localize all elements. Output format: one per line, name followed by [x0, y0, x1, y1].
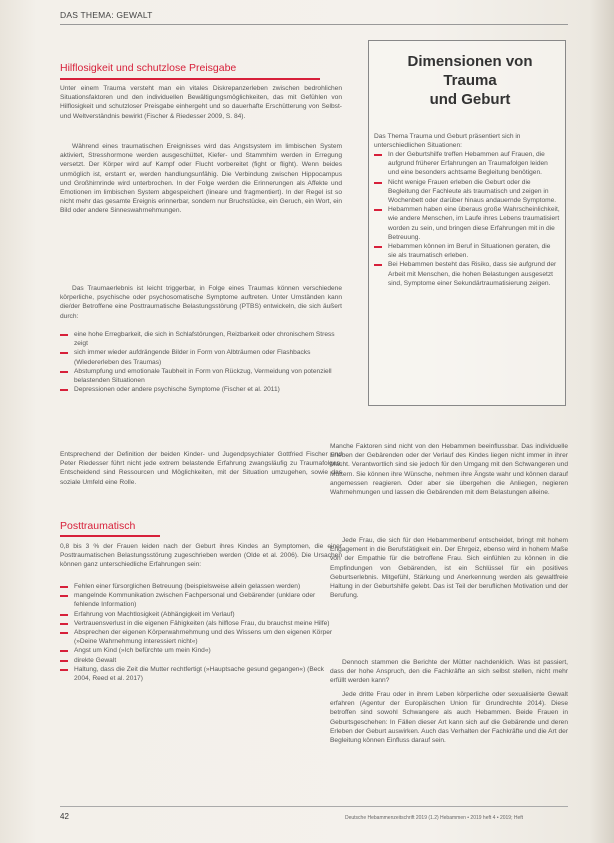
paragraph-faktoren: Manche Faktoren sind nicht von den Hebammen beeinflussbar. Das individuelle Erleben der Gebärenden oder der Verlauf des Kindes liegen nicht immer in ihrer Macht. Verantwortlich sind sie jedoch für den Umgang mit den Schwangeren und Müttern. Sie können ihre Wünsche, nehmen ihre Ängste wahr und können darauf angemessen reagieren. Oder aber sie übergehen die Anliegen, negieren Wahrnehmungen und lassen die Gebärenden mit dem Belastungen alleine.: [330, 443, 568, 497]
list-item: Fehlen einer fürsorglichen Betreuung (beispielsweise allein gelassen werden): [60, 582, 342, 591]
list-item: Angst um Kind (»Ich befürchte um mein Kind«): [60, 646, 342, 655]
page-number: 42: [60, 812, 69, 821]
list-item: Nicht wenige Frauen erleben die Geburt oder die Begleitung der Fachleute als traumatisch und zeigen in Wochenbett oder darüber hinaus andauernde Symptome.: [374, 178, 560, 206]
paragraph-jede-dritte: Jede dritte Frau oder in ihrem Leben körperliche oder sexualisierte Gewalt erfahren (Agentur der Europäischen Union für Grundrechte 2014). Diese betroffen sind sowohl Schwangere als auch Hebammen. Beide Frauen in Geburtsgeschehen: In Fällen dieser Art kann sich auf die Gebärende und deren Erleben der Geburt auswirken. Auch das Verhalten der Fachkräfte und die Art der Begleitung können Einfluss darauf sein.: [330, 691, 568, 745]
list-item: mangelnde Kommunikation zwischen Fachpersonal und Gebärender (unklare oder fehlende Information): [60, 591, 342, 609]
box-title-line: und Geburt: [429, 91, 511, 108]
heading-rule: [60, 78, 320, 80]
section-label: DAS THEMA: GEWALT: [60, 10, 153, 20]
list-item: Hebammen können im Beruf in Situationen geraten, die sie als traumatisch erleben.: [374, 242, 560, 260]
box-list: [374, 150, 560, 288]
box-title: [388, 52, 552, 109]
paragraph-berichte: Dennoch stammen die Berichte der Mütter nachdenklich. Was ist passiert, dass der hohe Anspruch, den die Fachkräfte an sich selbst stellen, nicht mehr erfüllt werden kann?: [330, 659, 568, 685]
paragraph-prozent: 0,8 bis 3 % der Frauen leiden nach der Geburt ihres Kindes an Symptomen, die einer Posttraumatischen Belastungsstörung zugeschrieben werden (Olde et al. 2006). Die Ursachen können ganz unterschiedliche Erfahrungen sein:: [60, 543, 342, 569]
list-item: Bei Hebammen besteht das Risiko, dass sie aufgrund der Arbeit mit Menschen, die hohen Belastungen ausgesetzt sind, Symptome einer Sekundärtraumatisierung zeigen.: [374, 260, 560, 288]
heading-posttraumatisch: Posttraumatisch: [60, 520, 136, 532]
footer-rule: [60, 806, 568, 807]
paragraph-angstsystem: Während eines traumatischen Ereignisses wird das Angstsystem im limbischen System aktiviert, Stresshormone werden ausgeschüttet, Kiefer- und Stammhirn werden in Erregung versetzt. Der Körper wird auf Kampf oder Flucht vorbereitet (fight or flight). Wenn beides unmöglich ist, erstarrt er, werden handlungsunfähig. Die Verbindung zwischen Hippocampus und Großhirnrinde wird unterbrochen. In der Folge werden die Erinnerungen als Affekte und Emotionen im limbischen System abgespeichert (lineare und fragmentiert). In der Regel ist so nicht mehr das gesamte Ereignis erinnerbar, sondern nur Bruchstücke, ein Geruch, ein Wort, ein Bild oder andere Sinneswahrnehmungen.: [60, 143, 342, 215]
list-item: Absprechen der eigenen Körperwahrnehmung und des Wissens um den eigenen Körper (»Deine Wahrnehmung interessiert nicht«): [60, 628, 342, 646]
list-item: In der Geburtshilfe treffen Hebammen auf Frauen, die aufgrund früherer Erfahrungen an Traumafolgen leiden und eine besonders achtsame Begleitung benötigen.: [374, 150, 560, 178]
list-item: sich immer wieder aufdrängende Bilder in Form von Albträumen oder Flashbacks (Wiedererleben des Traumas): [60, 348, 342, 366]
header-rule: [60, 24, 568, 25]
ptbs-symptom-list: [60, 330, 342, 394]
footer-source: Deutsche Hebammenzeitschrift 2019 (1.2) Hebammen • 2019 heft 4 • 2019; Heft: [345, 815, 524, 821]
list-item: Vertrauensverlust in die eigenen Fähigkeiten (als hilflose Frau, du brauchst meine Hilfe): [60, 619, 342, 628]
list-item: Depressionen oder andere psychische Symptome (Fischer et al. 2011): [60, 385, 342, 394]
heading-hilflosigkeit: Hilflosigkeit und schutzlose Preisgabe: [60, 62, 237, 74]
paragraph-engagement: Jede Frau, die sich für den Hebammenberuf entscheidet, bringt mit hohem Engagement in die Berufstätigkeit ein. Der Ehrgeiz, ebenso wird in hohem Maße von der Empathie für die betroffene Frau. Sich einfühlen zu können in die Empfindungen von Gebärenden, ist ein Schlüssel für ein positives Geburtserlebnis. Mitgefühl, Stärkung und Anerkennung werden als gewaltfreie Haltung in der Geburtshilfe gelebt. Das ist Teil der beruflichen Motivation und der Berufung.: [330, 537, 568, 600]
box-title-line: Trauma: [443, 72, 497, 89]
list-item: Erfahrung von Machtlosigkeit (Abhängigkeit im Verlauf): [60, 610, 342, 619]
list-item: Hebammen haben eine überaus große Wahrscheinlichkeit, wie andere Menschen, im Laufe ihres Lebens traumatisiert worden zu sein, und bringen diese Erfahrungen mit in die Betreuung.: [374, 205, 560, 242]
list-item: eine hohe Erregbarkeit, die sich in Schlafstörungen, Reizbarkeit oder chronischem Stress zeigt: [60, 330, 342, 348]
box-intro: Das Thema Trauma und Geburt präsentiert sich in unterschiedlichen Situationen:: [374, 133, 521, 150]
list-item: direkte Gewalt: [60, 656, 342, 665]
list-item: Haltung, dass die Zeit die Mutter rechtfertigt (»Hauptsache gesund gegangen«) (Beck 2004, Reed et al. 2017): [60, 665, 342, 683]
ursachen-list: [60, 582, 342, 683]
paragraph-ressourcen: Entsprechend der Definition der beiden Kinder- und Jugendpsychiater Gottfried Fischer und Peter Riedesser führt nicht jede extrem belastende Erfahrung zwangsläufig zu Traumafolgen. Entscheidend sind Ressourcen und Möglichkeiten, mit der Situation umzugehen, sowie das soziale Umfeld eine Rolle.: [60, 451, 342, 486]
paragraph-definition: Unter einem Trauma versteht man ein vitales Diskrepanzerleben zwischen bedrohlichen Situationsfaktoren und den individuellen Bewältigungsmöglichkeiten, das mit Gefühlen von Hilflosigkeit und schutzloser Preisgabe einhergeht und so dauerhafte Erschütterung von Selbst- und Weltverständnis bewirkt (Fischer & Riedesser 2009, S. 84).: [60, 85, 342, 120]
box-title-line: Dimensionen von: [407, 53, 533, 70]
heading-rule: [60, 535, 160, 537]
list-item: Abstumpfung und emotionale Taubheit in Form von Rückzug, Vermeidung von potenziell belastenden Situationen: [60, 367, 342, 385]
paragraph-triggerbar: Das Traumaerlebnis ist leicht triggerbar, in Folge eines Traumas können verschiedene körperliche, psychische oder psychosomatische Symptome auftreten. Unter Umständen kann die/der Betroffene eine Posttraumatische Belastungsstörung (PTBS) entwickeln, die sich äußert durch:: [60, 285, 342, 320]
